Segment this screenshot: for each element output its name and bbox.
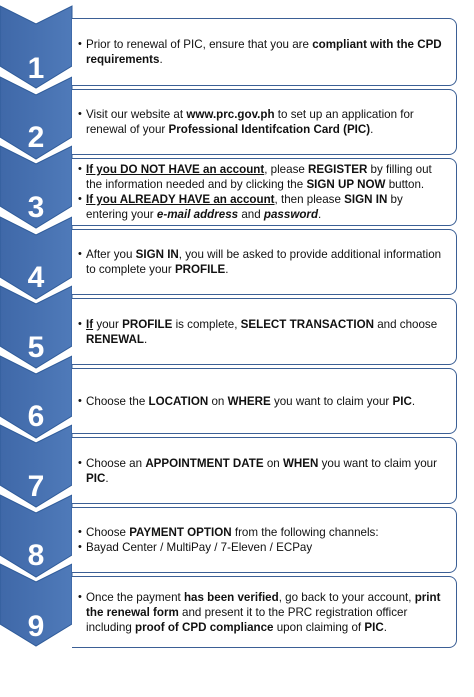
bullet: • — [78, 248, 82, 260]
step-3-text-1: • If you DO NOT HAVE an account, please REGISTER by filling out the information needed and by clicking the SIGN UP NOW button. — [78, 163, 432, 191]
step-number-2: 2 — [27, 121, 45, 154]
step-number-9: 9 — [27, 610, 45, 643]
bullet: • — [78, 193, 82, 205]
step-3-text-2: • If you ALREADY HAVE an account, then please SIGN IN by entering your e-mail address and password. — [78, 193, 403, 221]
step-number-6: 6 — [27, 400, 45, 433]
step-box-9 — [72, 576, 457, 648]
step-number-5: 5 — [27, 331, 45, 364]
step-6-text: • Choose the LOCATION on WHERE you want to claim your PIC. — [78, 394, 416, 408]
step-5-text: • If your PROFILE is complete, SELECT TRANSACTION and choose RENEWAL. — [78, 317, 438, 346]
step-4-text: • After you SIGN IN, you will be asked to provide additional information to complete your PROFILE. — [78, 248, 442, 276]
bullet: • — [78, 590, 82, 603]
step-number-3: 3 — [27, 191, 45, 224]
step-box-6 — [72, 368, 457, 434]
bullet: • — [78, 108, 82, 120]
step-7-text: • Choose an APPOINTMENT DATE on WHEN you want to claim your PIC. — [78, 456, 437, 485]
step-box-2 — [72, 89, 457, 155]
bullet: • — [78, 38, 82, 50]
step-number-4: 4 — [27, 261, 45, 294]
step-1-text: • Prior to renewal of PIC, ensure that you are compliant with the CPD requirements. — [78, 38, 442, 66]
bullet: • — [78, 526, 82, 538]
bullet: • — [78, 317, 82, 330]
step-8-channels: • Bayad Center / MultiPay / 7-Eleven / ECPay — [78, 541, 313, 554]
bullet: • — [78, 456, 82, 469]
step-8-text: • Choose PAYMENT OPTION from the following channels: — [78, 526, 379, 539]
step-box-5 — [72, 298, 457, 365]
bullet: • — [78, 163, 82, 175]
step-box-8 — [72, 507, 457, 573]
step-2-text: • Visit our website at www.prc.gov.ph to set up an application for renewal of your Professional Identifcation Card (PIC). — [78, 108, 414, 136]
bullet: • — [78, 541, 82, 553]
step-box-1 — [72, 18, 457, 86]
step-box-4 — [72, 229, 457, 295]
step-box-3 — [72, 158, 457, 226]
step-number-8: 8 — [27, 539, 45, 572]
step-box-7 — [72, 437, 457, 504]
step-number-1: 1 — [27, 52, 45, 85]
step-9-text: • Once the payment has been verified, go back to your account, print the renewal form and present it to the PRC registration officer including proof of CPD compliance upon claiming of PIC. — [78, 590, 441, 634]
step-number-7: 7 — [27, 470, 45, 503]
bullet: • — [78, 394, 82, 407]
